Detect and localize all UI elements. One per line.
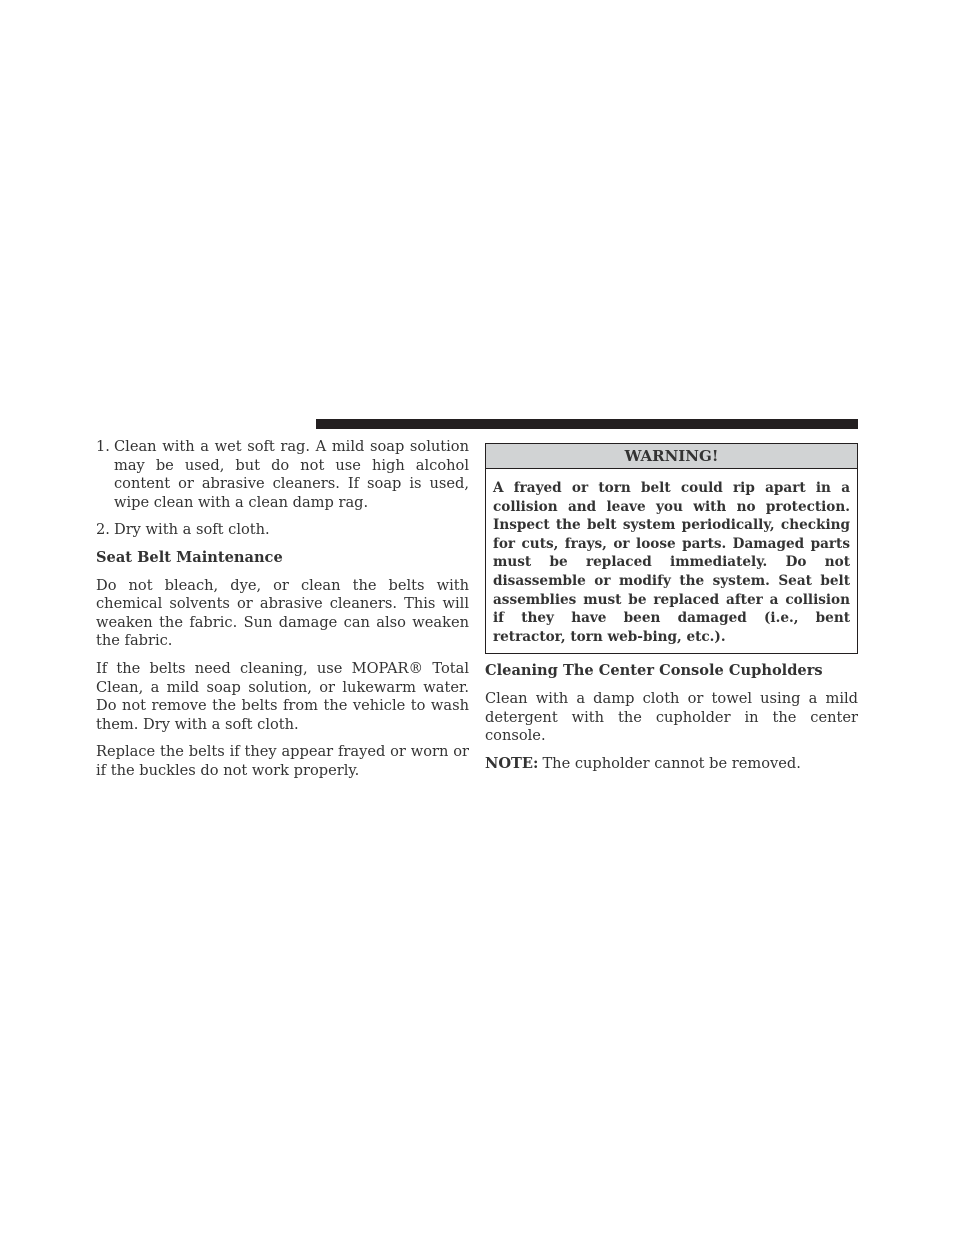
- note-label: NOTE:: [485, 754, 539, 772]
- list-item: [96, 438, 469, 512]
- section-heading-seat-belt-maintenance: Seat Belt Maintenance: [96, 548, 283, 566]
- warning-title: WARNING!: [486, 444, 857, 469]
- warning-box: [485, 443, 858, 654]
- list-text: Dry with a soft cloth.: [114, 521, 270, 539]
- note-text: The cupholder cannot be removed.: [542, 754, 801, 772]
- section-header-bar: [316, 419, 858, 429]
- section-heading-cupholders: Cleaning The Center Console Cupholders: [485, 662, 823, 680]
- list-item: [96, 521, 469, 540]
- paragraph: Clean with a damp cloth or towel using a mild detergent with the cupholder in the center console.: [485, 689, 858, 745]
- warning-text: A frayed or torn belt could rip apart in a collision and leave you with no protection. Inspect the belt system periodically, checking for cuts, frays, or loose parts. Damaged parts must be replaced immediately. Do not disassemble or modify the system. Seat belt assemblies must be replaced after a collision if they have been damaged (i.e., bent retractor, torn web-bing, etc.).: [493, 480, 850, 645]
- paragraph: Do not bleach, dye, or clean the belts with chemical solvents or abrasive cleaners. This will weaken the fabric. Sun damage can also weaken the fabric.: [96, 576, 469, 650]
- right-column: [485, 443, 858, 782]
- list-number: 1.: [96, 438, 110, 455]
- left-column: [96, 438, 469, 790]
- paragraph: If the belts need cleaning, use MOPAR® Total Clean, a mild soap solution, or lukewarm water. Do not remove the belts from the vehicle to wash them. Dry with a soft cloth.: [96, 659, 469, 733]
- note: [485, 755, 858, 774]
- list-text: Clean with a wet soft rag. A mild soap solution may be used, but do not use high alcohol content or abrasive cleaners. If soap is used, wipe clean with a clean damp rag.: [114, 438, 469, 511]
- paragraph: Replace the belts if they appear frayed or worn or if the buckles do not work properly.: [96, 743, 469, 779]
- list-number: 2.: [96, 521, 110, 539]
